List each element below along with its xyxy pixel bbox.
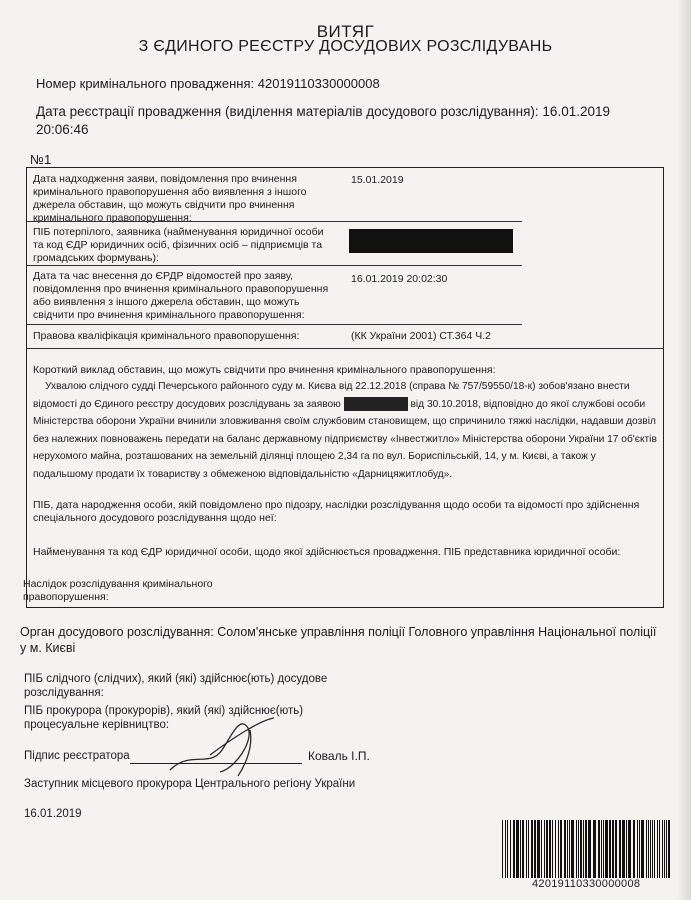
- outcome-label: Наслідок розслідування кримінального правопорушення:: [23, 578, 213, 603]
- barcode-bar: [567, 820, 568, 878]
- barcode-bar: [598, 820, 600, 878]
- signature-label: Підпис реєстратора: [24, 750, 130, 762]
- row3-value: 16.01.2019 20:02:30: [351, 273, 448, 285]
- row4-label: Правова кваліфікація кримінального правопорушення:: [33, 330, 300, 342]
- summary-label: Короткий виклад обставин, що можуть свідчити про вчинення кримінального правопорушення:: [33, 364, 496, 376]
- barcode-bar: [541, 820, 542, 878]
- registration-time-value: 20:06:46: [36, 122, 89, 137]
- barcode-bar: [555, 820, 556, 878]
- barcode-bar: [648, 820, 649, 878]
- barcode-bar: [652, 820, 653, 878]
- deputy-prosecutor: Заступник місцевого прокурора Центрального регіону України: [24, 778, 356, 790]
- barcode-bar: [603, 820, 604, 878]
- proceeding-number-value: 42019110330000008: [257, 76, 380, 91]
- barcode: [500, 820, 675, 878]
- registration-date-value: 16.01.2019: [542, 104, 610, 119]
- barcode-bar: [650, 820, 651, 878]
- barcode-bar: [628, 820, 631, 878]
- row2-label: ПІБ потерпілого, заявника (найменування юридичної особи та код ЄДР юридичних осіб, фізичних осіб – підприємців та громадських формувань):: [33, 226, 324, 264]
- barcode-bar: [612, 820, 614, 878]
- signature-scribble: [150, 710, 300, 780]
- barcode-bar: [549, 820, 551, 878]
- barcode-bar: [657, 820, 658, 878]
- registrar-name: Коваль І.П.: [308, 749, 370, 763]
- barcode-bar: [534, 820, 536, 878]
- barcode-bar: [578, 820, 579, 878]
- barcode-bar: [552, 820, 553, 878]
- barcode-bar: [513, 820, 515, 878]
- barcode-bar: [659, 820, 660, 878]
- barcode-bar: [544, 820, 545, 878]
- summary-part2: від 30.10.2018, відповідно до якої службові особи Міністерства оборони України вчинили зловживання своїм службовим становищем, що спричинило тяжкі наслідки, надавши дозвіл без належних повноважень передати на баланс державному підприємству «Інвестжитло» Міністерства оборони України 17 об'єктів нерухомого майна, розташованих на земельній ділянці площею 2,34 га по вул. Бориспільській, 14, у м. Києві, а також у подальшому продати їх товариству з обмеженою відповідальністю «Дарницяжитлобуд».: [33, 398, 657, 480]
- investigation-organ: Орган досудового розслідування: Солом'янське управління поліції Головного управління Національної поліції у м. Києві: [20, 625, 657, 655]
- row1-label: Дата надходження заяви, повідомлення про вчинення кримінального правопорушення або виявлення з іншого джерела обставин, що можуть свідчити про вчинення кримінального правопорушення:: [33, 173, 307, 224]
- barcode-bar: [546, 820, 548, 878]
- document-title: ВИТЯГ: [316, 22, 375, 41]
- barcode-bar: [637, 820, 638, 878]
- barcode-bar: [520, 820, 521, 878]
- registration-date-label: Дата реєстрації провадження (виділення матеріалів досудового розслідування):: [36, 104, 539, 119]
- barcode-bar: [615, 820, 617, 878]
- barcode-bar: [601, 820, 602, 878]
- redacted-applicant: [344, 397, 408, 411]
- prosecutor-label: ПІБ прокурора (прокурорів), який (які) здійснює(ють) процесуальне керівництво:: [24, 705, 304, 731]
- barcode-bar: [528, 820, 529, 878]
- barcode-bar: [505, 820, 506, 878]
- barcode-bar: [662, 820, 663, 878]
- footer-date: 16.01.2019: [24, 808, 82, 820]
- row4-value: (КК України 2001) СТ.364 Ч.2: [351, 330, 491, 342]
- barcode-bar: [569, 820, 570, 878]
- barcode-bar: [609, 820, 611, 878]
- barcode-bar: [588, 820, 591, 878]
- divider: [27, 265, 522, 266]
- summary-part1: Ухвалою слідчого судді Печерського районного суду м. Києва від 22.12.2018 (справа № 757/59550/18-к) зобов'язано внести відомості до Єдиного реєстру досудових розслідувань за заявою: [33, 381, 630, 410]
- barcode-bar: [622, 820, 625, 878]
- record-table: [23, 167, 664, 608]
- suspect-label: ПІБ, дата народження особи, якій повідомлено про підозру, наслідки розслідування щодо особи та відомості про здійснення спеціального досудового розслідування щодо неї:: [33, 499, 640, 524]
- registration-date: [36, 103, 636, 139]
- barcode-bar: [571, 820, 574, 878]
- barcode-bar: [576, 820, 577, 878]
- barcode-bar: [560, 820, 562, 878]
- barcode-bar: [522, 820, 524, 878]
- divider: [27, 324, 522, 325]
- document-subtitle: З ЄДИНОГО РЕЄСТРУ ДОСУДОВИХ РОЗСЛІДУВАНЬ: [138, 38, 553, 55]
- barcode-bar: [668, 820, 670, 878]
- redacted-victim-name: [349, 229, 513, 253]
- barcode-bar: [641, 820, 644, 878]
- barcode-bar: [516, 820, 519, 878]
- barcode-bar: [507, 820, 508, 878]
- barcode-bar: [605, 820, 608, 878]
- barcode-bar: [558, 820, 559, 878]
- barcode-bar: [510, 820, 511, 878]
- barcode-bar: [585, 820, 587, 878]
- barcode-bar: [537, 820, 540, 878]
- barcode-bar: [619, 820, 621, 878]
- divider: [27, 348, 663, 349]
- page-edge: [677, 0, 691, 900]
- barcode-bar: [654, 820, 655, 878]
- barcode-bar: [639, 820, 640, 878]
- barcode-bar: [666, 820, 667, 878]
- proceeding-number: [36, 76, 380, 91]
- divider: [27, 221, 522, 222]
- barcode-bar: [502, 820, 503, 878]
- row3-label: Дата та час внесення до ЄРДР відомостей про заяву, повідомлення про вчинення кримінального правопорушення або виявлення з іншого джерела обставин, що можуть свідчити про вчинення кримінального правопорушення:: [33, 270, 329, 321]
- investigator-label: ПІБ слідчого (слідчих), який (які) здійснює(ють) досудове розслідування:: [24, 673, 328, 699]
- barcode-bar: [580, 820, 582, 878]
- row1-value: 15.01.2019: [351, 174, 404, 186]
- barcode-bar: [626, 820, 627, 878]
- summary-text: [33, 378, 657, 483]
- legal-entity-label: Найменування та код ЄДР юридичної особи, щодо якої здійснюється провадження. ПІБ представника юридичної особи:: [33, 546, 621, 558]
- proceeding-number-label: Номер кримінального провадження:: [36, 76, 255, 91]
- barcode-bar: [664, 820, 665, 878]
- record-number: №1: [30, 152, 52, 167]
- barcode-bar: [564, 820, 566, 878]
- barcode-bar: [646, 820, 647, 878]
- barcode-bar: [633, 820, 635, 878]
- barcode-bar: [531, 820, 533, 878]
- barcode-number: 42019110330000008: [532, 878, 641, 890]
- barcode-bar: [593, 820, 596, 878]
- barcode-bar: [583, 820, 584, 878]
- barcode-bar: [526, 820, 527, 878]
